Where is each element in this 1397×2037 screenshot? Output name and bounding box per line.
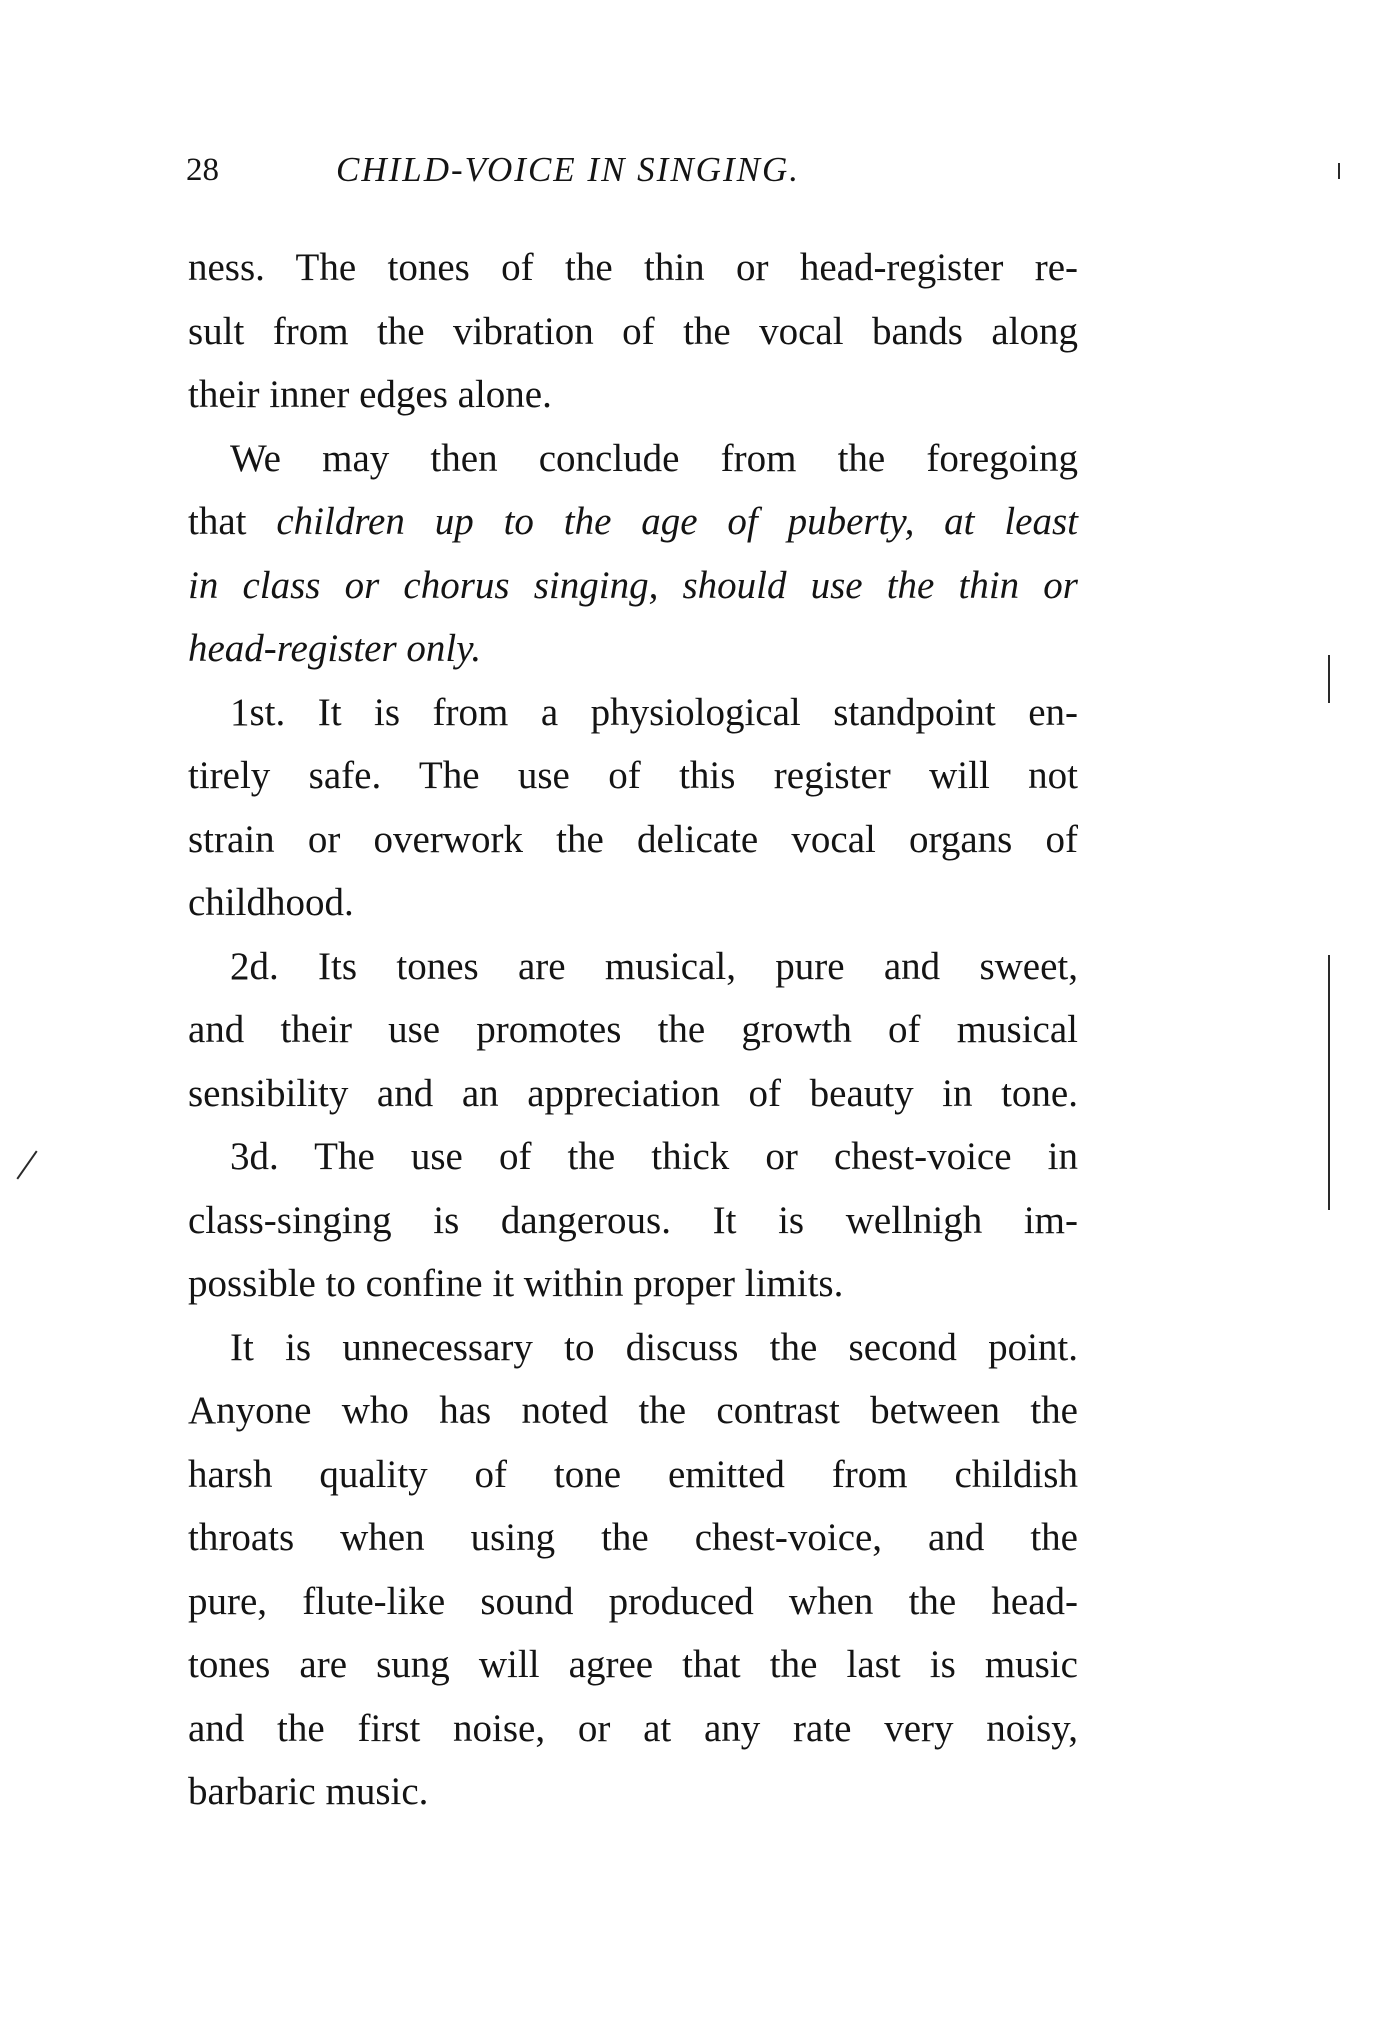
paragraph-6 xyxy=(188,1316,1078,1824)
text-line: class-singing is dangerous. It is wellnigh im- xyxy=(188,1198,1078,1242)
text-line: and the first noise, or at any rate very noisy, xyxy=(188,1706,1078,1750)
paragraph-4 xyxy=(188,935,1078,1126)
text-line: possible to confine it within proper limits. xyxy=(188,1262,844,1305)
text-line: strain or overwork the delicate vocal organs of xyxy=(188,817,1078,861)
page-number: 28 xyxy=(186,152,219,188)
text-line: Anyone who has noted the contrast between the xyxy=(188,1389,1078,1432)
text-line: 1st. It is from a physiological standpoint en- xyxy=(230,690,1078,734)
text-line: childhood. xyxy=(188,881,354,924)
emphasized-text-line: head-register only. xyxy=(188,627,482,670)
text-line: pure, flute-like sound produced when the head- xyxy=(188,1579,1078,1623)
paragraph-2 xyxy=(188,427,1078,681)
text-line: harsh quality of tone emitted from childish xyxy=(188,1452,1078,1496)
text-line: 3d. The use of the thick or chest-voice in xyxy=(230,1135,1078,1178)
text-line: It is unnecessary to discuss the second point. xyxy=(230,1325,1078,1369)
text-line: ness. The tones of the thin or head-register re- xyxy=(188,246,1078,289)
text-line: 2d. Its tones are musical, pure and sweet, xyxy=(230,944,1078,988)
emphasized-text: children up to the age of puberty, at least xyxy=(276,500,1079,543)
text-line: barbaric music. xyxy=(188,1770,429,1813)
running-title: CHILD-VOICE IN SINGING. xyxy=(336,150,800,189)
page-header xyxy=(186,150,1066,200)
text-line: We may then conclude from the foregoing xyxy=(230,436,1078,480)
margin-tick-mark xyxy=(1338,163,1340,179)
margin-line-mark xyxy=(1328,655,1330,703)
body-text xyxy=(188,236,1078,1824)
text-run: that xyxy=(188,500,277,543)
text-line: tones are sung will agree that the last is music xyxy=(188,1643,1078,1686)
text-line: their inner edges alone. xyxy=(188,373,552,416)
paragraph-3 xyxy=(188,681,1078,935)
text-line: sensibility and an appreciation of beauty in tone. xyxy=(188,1071,1078,1115)
text-line: throats when using the chest-voice, and the xyxy=(188,1516,1078,1559)
margin-line-mark xyxy=(1328,955,1330,1210)
text-line: sult from the vibration of the vocal bands along xyxy=(188,309,1078,353)
paragraph-1 xyxy=(188,236,1078,427)
emphasized-text-line: in class or chorus singing, should use the thin or xyxy=(188,563,1078,607)
text-line: and their use promotes the growth of musical xyxy=(188,1008,1078,1051)
text-line xyxy=(188,490,1078,554)
paragraph-5 xyxy=(188,1125,1078,1316)
margin-slash-mark xyxy=(16,1151,37,1180)
text-line: tirely safe. The use of this register will not xyxy=(188,754,1078,797)
